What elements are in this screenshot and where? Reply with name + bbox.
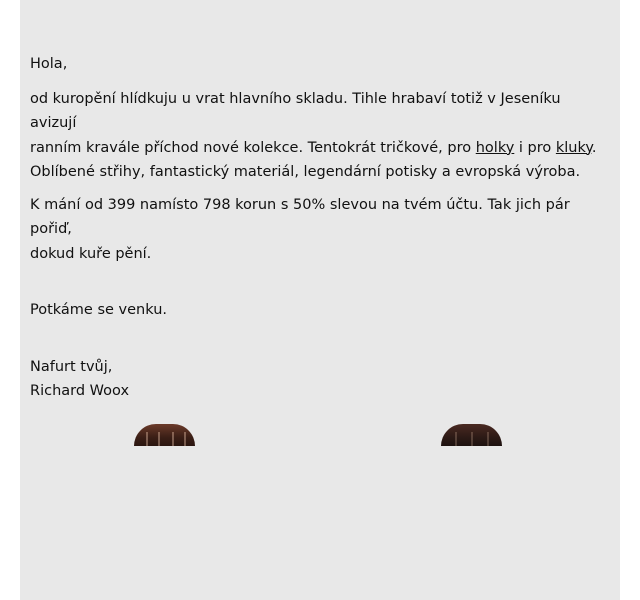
greeting: Hola, xyxy=(30,56,68,72)
hair-strand xyxy=(455,432,457,446)
hair-strand xyxy=(172,432,174,446)
link-kluky[interactable]: kluky xyxy=(555,139,592,156)
paragraph1-line2-middle: i pro xyxy=(514,139,556,156)
hair-strand xyxy=(184,432,186,446)
signature-block xyxy=(30,355,610,404)
hair-strand xyxy=(471,432,473,446)
paragraph1-line2-after: . xyxy=(591,139,597,156)
paragraph1-line1: od kuropění hlídkuju u vrat hlavního skladu. Tihle hrabaví totiž v Jeseníku avizují xyxy=(30,90,561,131)
paragraph-discount xyxy=(30,193,610,267)
model-girl-hair-image[interactable] xyxy=(134,424,195,446)
email-body xyxy=(20,0,620,600)
paragraph2-line1: K mání od 399 namísto 798 korun s 50% slevou na tvém účtu. Tak jich pár pořiď, xyxy=(30,196,570,237)
signoff: Nafurt tvůj, xyxy=(30,358,113,375)
paragraph-collection-announcement xyxy=(30,87,610,185)
model-boy-hair-image[interactable] xyxy=(441,424,502,446)
link-holky[interactable]: holky xyxy=(475,139,515,156)
paragraph1-line3: Oblíbené střihy, fantastický materiál, legendární potisky a evropská výroba. xyxy=(30,164,581,180)
closing-line: Potkáme se venku. xyxy=(30,302,167,318)
hair-strand xyxy=(146,432,148,446)
hair-strand xyxy=(487,432,489,446)
paragraph2-line2: dokud kuře pění. xyxy=(30,245,152,262)
hair-strand xyxy=(158,432,160,446)
paragraph1-line2-before: ranním kravále příchod nové kolekce. Tentokrát tričkové, pro xyxy=(30,139,476,156)
email-content xyxy=(30,52,610,404)
signature-name: Richard Woox xyxy=(30,383,130,399)
